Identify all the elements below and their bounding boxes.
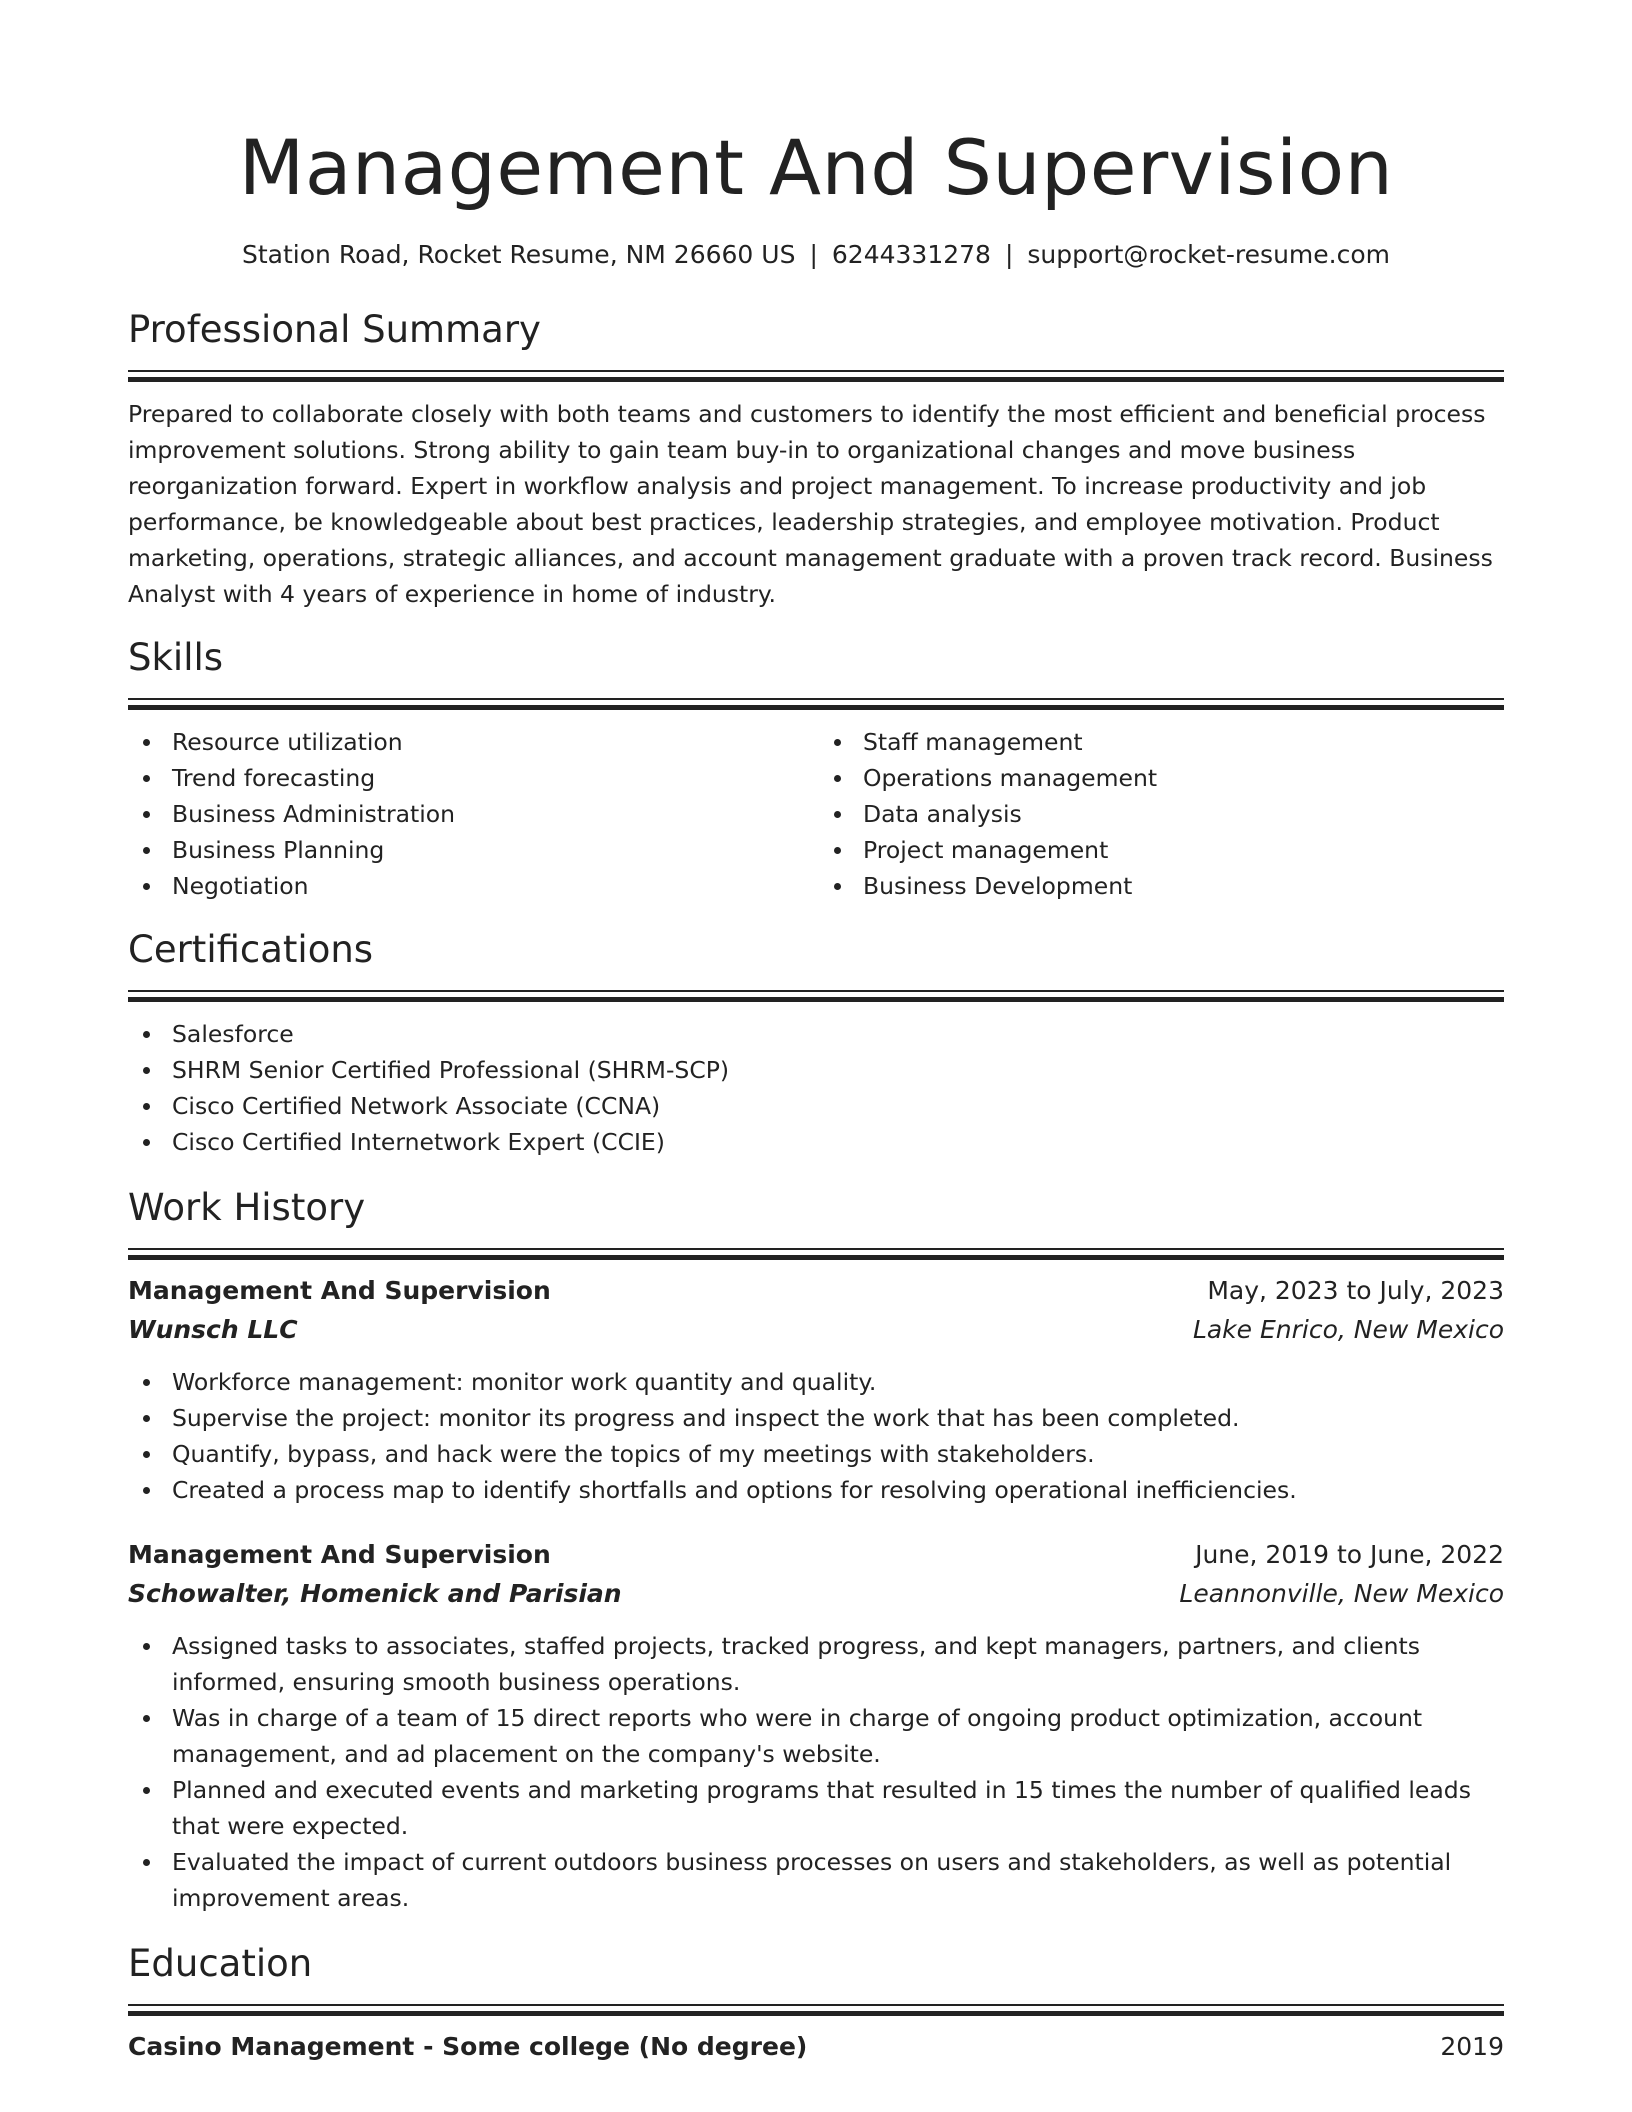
job-bullet: Workforce management: monitor work quantity and quality. [172,1364,1504,1400]
contact-line [128,238,1504,272]
job-location: Lake Enrico, New Mexico [1192,1315,1504,1344]
work-history-title: Work History [128,1186,366,1229]
skills-grid [128,724,1504,904]
certifications-section [128,926,1504,1160]
contact-email: support@rocket-resume.com [1027,240,1390,269]
job-header [128,1272,1504,1310]
education-degree: Casino Management - Some college (No degree) [128,2032,808,2061]
job-title: Management And Supervision [128,1540,551,1569]
certification-item: Salesforce [172,1016,1504,1052]
job-bullet: Created a process map to identify shortfalls and options for resolving operational inefficiencies. [172,1472,1504,1508]
contact-phone: 6244331278 [831,240,991,269]
skill-item: Negotiation [172,868,816,904]
job-title: Management And Supervision [128,1276,551,1305]
certifications-title: Certifications [128,928,374,971]
skill-item: Project management [863,832,1504,868]
job-bullet: Evaluated the impact of current outdoors business processes on users and stakeholders, as well as potential improvement areas. [172,1844,1504,1916]
job-dates: May, 2023 to July, 2023 [1207,1276,1504,1305]
certification-item: Cisco Certified Network Associate (CCNA) [172,1088,1504,1124]
job-company: Wunsch LLC [128,1315,298,1344]
section-divider [128,2004,1504,2014]
section-divider [128,990,1504,1000]
job-bullet: Was in charge of a team of 15 direct reports who were in charge of ongoing product optimization, account management, and ad placement on the company's website. [172,1700,1504,1772]
skills-section [128,634,1504,904]
job-header [128,1536,1504,1574]
job-bullet: Supervise the project: monitor its progress and inspect the work that has been completed. [172,1400,1504,1436]
job-subheader [128,1310,1504,1350]
skill-item: Trend forecasting [172,760,816,796]
section-divider [128,370,1504,380]
job-bullets [128,1364,1504,1508]
resume-name: Management And Supervision [238,123,1394,212]
skill-item: Staff management [863,724,1504,760]
job-bullet: Planned and executed events and marketing programs that resulted in 15 times the number of qualified leads that were expected. [172,1772,1504,1844]
contact-address: Station Road, Rocket Resume, NM 26660 US [242,240,796,269]
skill-item: Business Planning [172,832,816,868]
skill-item: Business Administration [172,796,816,832]
skill-item: Resource utilization [172,724,816,760]
skills-column-left [128,724,816,904]
work-history-section [128,1184,1504,1916]
section-divider [128,698,1504,708]
certification-item: SHRM Senior Certified Professional (SHRM-SCP) [172,1052,1504,1088]
education-title: Education [128,1942,313,1985]
skills-title: Skills [128,636,224,679]
section-divider [128,1248,1504,1258]
job-dates: June, 2019 to June, 2022 [1195,1540,1504,1569]
job-bullets [128,1628,1504,1916]
contact-separator: | [1004,240,1014,269]
job-entry [128,1272,1504,1508]
contact-separator: | [809,240,818,269]
job-location: Leannonville, New Mexico [1179,1579,1504,1608]
summary-section [128,306,1504,612]
skills-column-right [816,724,1504,904]
education-year: 2019 [1440,2032,1504,2061]
education-section [128,1940,1504,2066]
job-entry [128,1536,1504,1916]
summary-title: Professional Summary [128,308,541,351]
job-company: Schowalter, Homenick and Parisian [128,1579,622,1608]
job-bullet: Quantify, bypass, and hack were the topics of my meetings with stakeholders. [172,1436,1504,1472]
certification-item: Cisco Certified Internetwork Expert (CCIE) [172,1124,1504,1160]
skill-item: Business Development [863,868,1504,904]
skill-item: Operations management [863,760,1504,796]
job-bullet: Assigned tasks to associates, staffed projects, tracked progress, and kept managers, partners, and clients informed, ensuring smooth business operations. [172,1628,1504,1700]
summary-text: Prepared to collaborate closely with both teams and customers to identify the most efficient and beneficial process improvement solutions. Strong ability to gain team buy-in to organizational changes and move business reorganization forward. Expert in workflow analysis and project management. To increase productivity and job performance, be knowledgeable about best practices, leadership strategies, and employee motivation. Product marketing, operations, strategic alliances, and account management graduate with a proven track record. Business Analyst with 4 years of experience in home of industry. [128,400,1493,608]
certifications-list [128,1016,1504,1160]
skill-item: Data analysis [863,796,1504,832]
education-entry [128,2028,1504,2066]
job-subheader [128,1574,1504,1614]
